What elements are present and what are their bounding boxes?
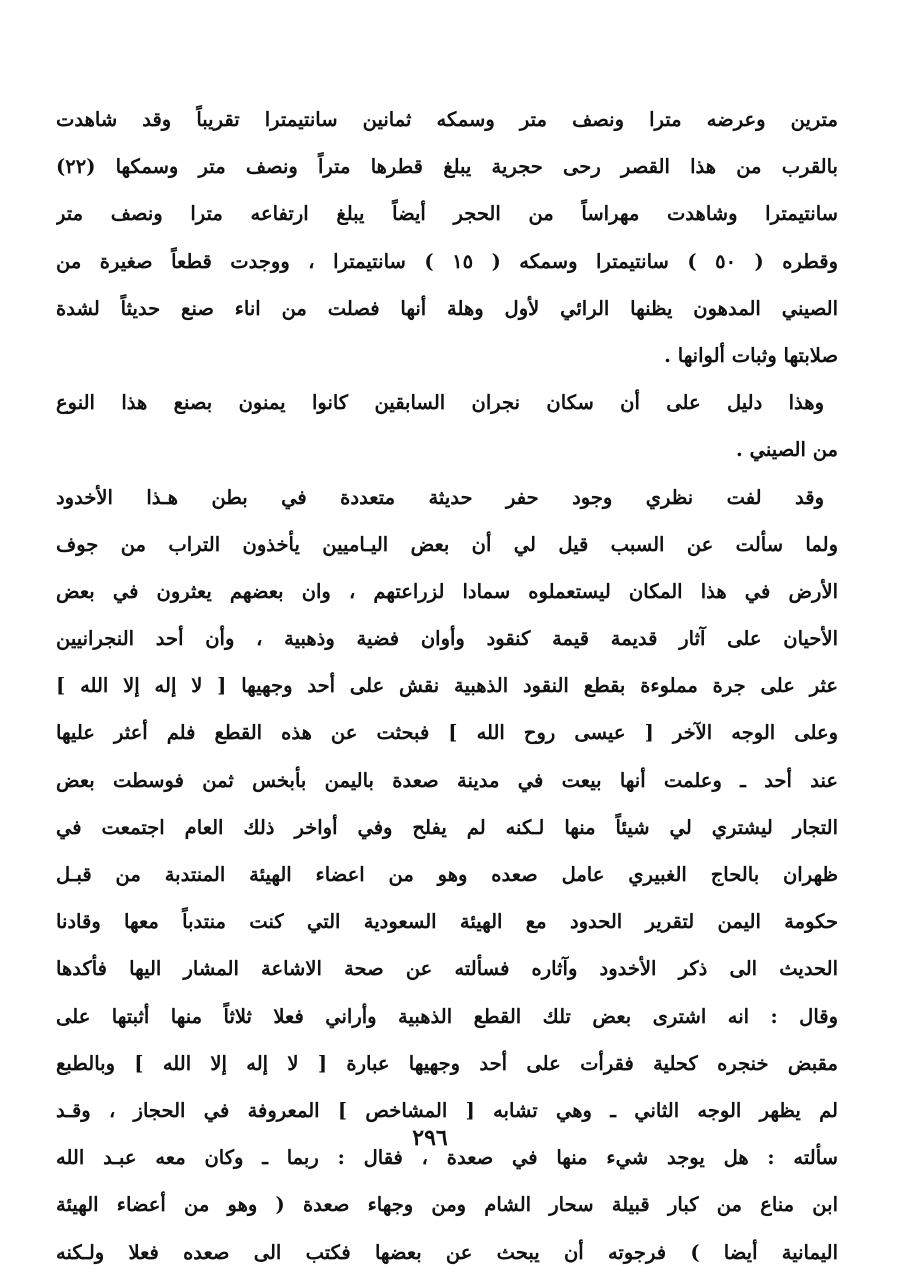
body-text (56, 96, 838, 1276)
text-line: الأحيان على آثار قديمة قيمة كنقود وأوان فضية وذهبية ، وأن أحد النجرانيين (56, 627, 838, 651)
text-line: وقد لفت نظري وجود حفر حديثة متعددة في بطن هـذا الأخدود (56, 485, 824, 509)
text-line: وقال : انه اشترى بعض تلك القطع الذهبية وأراني فعلا ثلاثاً منها أثبتها على (56, 1004, 838, 1028)
text-line: مترين وعرضه مترا ونصف متر وسمكه ثمانين سانتيمترا تقريباً وقد شاهدت (56, 108, 838, 131)
text-line: صلابتها وثبات ألوانها . (664, 343, 838, 367)
text-line: بالقرب من هذا القصر رحى حجرية يبلغ قطرها متراً ونصف متر وسمكها (٢٢) (56, 155, 838, 179)
text-line: وهذا دليل على أن سكان نجران السابقين كانوا يمنون بصنع هذا النوع (56, 391, 824, 415)
page-number: ٢٩٦ (412, 1125, 448, 1151)
text-line: الحديث الى ذكر الأخدود وآثاره فسألته عن صحة الاشاعة المشار اليها فأكدها (56, 957, 838, 981)
text-line: من الصيني . (736, 438, 838, 462)
text-line: وعلى الوجه الآخر [ عيسى روح الله ] فبحثت عن هذه القطع فلم أعثر عليها (56, 721, 838, 745)
text-line: التجار ليشتري لي شيئاً منها لـكنه لم يفلح وفي أواخر ذلك العام اجتمعت في (56, 815, 838, 839)
text-line: سانتيمترا وشاهدت مهراساً من الحجر أيضاً يبلغ ارتفاعه مترا ونصف متر (56, 202, 838, 226)
text-line: حكومة اليمن لتقرير الحدود مع الهيئة السعودية التي كنت منتدباً معها وقادنا (56, 910, 838, 934)
text-line: سألته : هل يوجد شيء منها في صعدة ، فقال : ربما ـ وكان معه عبـد الله (56, 1146, 838, 1170)
text-line: ابن مناع من كبار قبيلة سحار الشام ومن وجهاء صعدة ( وهو من أعضاء الهيئة (56, 1193, 838, 1217)
text-line: الأرض في هذا المكان ليستعملوه سمادا لزراعتهم ، وان بعضهم يعثرون في بعض (56, 579, 838, 603)
text-line: مقبض خنجره كحلية فقرأت على أحد وجهيها عبارة [ لا إله إلا الله ] وبالطبع (56, 1051, 838, 1075)
text-line: عثر على جرة مملوءة بقطع النقود الذهبية نقش على أحد وجهيها [ لا إله إلا الله ] (56, 674, 838, 698)
text-line: الصيني المدهون يظنها الرائي لأول وهلة أنها فصلت من اناء صنع حديثاً لشدة (56, 296, 838, 320)
text-line: لم يظهر الوجه الثاني ـ وهي تشابه [ المشاخص ] المعروفة في الحجاز ، وقـد (56, 1098, 838, 1122)
text-line: عند أحد ـ وعلمت أنها بيعت في مدينة صعدة باليمن بأبخس ثمن فوسطت بعض (56, 768, 838, 792)
text-line: ولما سألت عن السبب قيل لي أن بعض اليـاميين يأخذون التراب من جوف (56, 532, 838, 556)
text-line: وقطره ( ٥٠ ) سانتيمترا وسمكه ( ١٥ ) سانتيمترا ، ووجدت قطعاً صغيرة من (56, 249, 838, 273)
text-line: اليمانية أيضا ) فرجوته أن يبحث عن بعضها فكتب الى صعده فعلا ولـكنه (56, 1240, 838, 1264)
text-line: ظهران بالحاج الغبيري عامل صعده وهو من اعضاء الهيئة المنتدبة من قبـل (56, 863, 838, 886)
